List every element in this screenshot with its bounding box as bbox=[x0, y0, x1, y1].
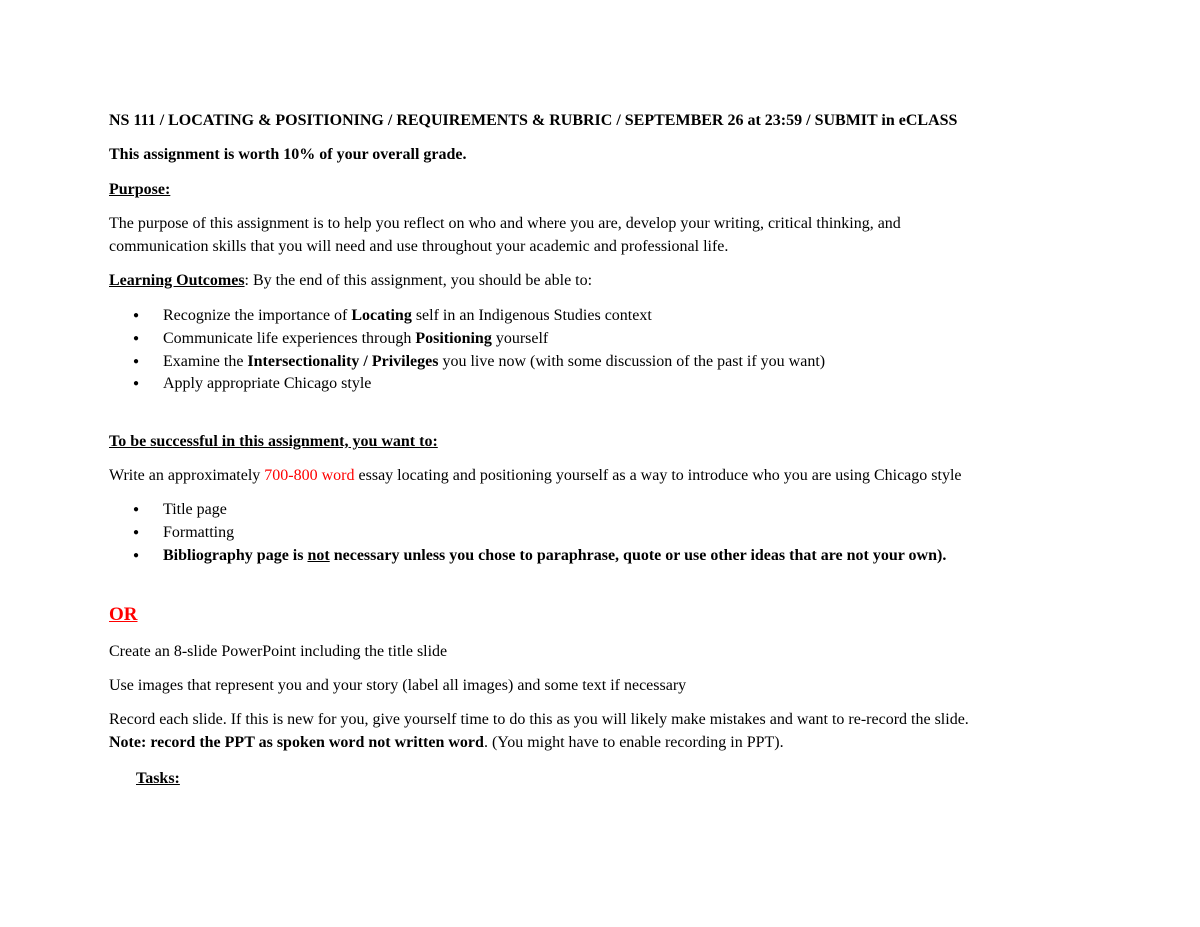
or-divider: OR bbox=[109, 604, 138, 625]
learning-outcomes-intro-text: : By the end of this assignment, you should be able to: bbox=[244, 272, 593, 289]
outcome-item: Communicate life experiences through Positioning yourself bbox=[163, 330, 549, 347]
document-title: NS 111 / LOCATING & POSITIONING / REQUIREMENTS & RUBRIC / SEPTEMBER 26 at 23:59 / SUBMIT in eCLASS bbox=[109, 112, 958, 129]
learning-outcomes-heading: Learning Outcomes bbox=[109, 272, 245, 289]
purpose-text-line-1: The purpose of this assignment is to help you reflect on who and where you are, develop your writing, critical thinking, and bbox=[109, 215, 901, 232]
essay-item: Title page bbox=[163, 501, 227, 518]
bullet-icon bbox=[133, 373, 143, 397]
bullet-icon bbox=[133, 305, 143, 329]
learning-outcomes-intro bbox=[109, 270, 592, 292]
bibliography-item: Bibliography page is not necessary unless you chose to paraphrase, quote or use other ideas that are not your own). bbox=[163, 547, 947, 564]
bullet-icon bbox=[133, 522, 143, 546]
bullet-icon bbox=[133, 545, 143, 569]
ppt-note: Note: record the PPT as spoken word not written word. (You might have to enable recording in PPT). bbox=[109, 734, 784, 751]
bullet-icon bbox=[133, 499, 143, 523]
success-heading: To be successful in this assignment, you want to: bbox=[109, 433, 438, 450]
ppt-instruction-3: Record each slide. If this is new for you, give yourself time to do this as you will likely make mistakes and want to re-record the slide. bbox=[109, 711, 969, 728]
purpose-text-line-2: communication skills that you will need and use throughout your academic and professional life. bbox=[109, 238, 729, 255]
bullet-icon bbox=[133, 351, 143, 375]
outcome-item: Recognize the importance of Locating self in an Indigenous Studies context bbox=[163, 307, 652, 324]
purpose-heading: Purpose: bbox=[109, 181, 171, 198]
outcome-item: Examine the Intersectionality / Privileges you live now (with some discussion of the past if you want) bbox=[163, 353, 826, 370]
tasks-heading: Tasks: bbox=[136, 770, 180, 787]
outcome-item: Apply appropriate Chicago style bbox=[163, 375, 372, 392]
ppt-instruction-2: Use images that represent you and your story (label all images) and some text if necessary bbox=[109, 677, 687, 694]
word-count-highlight: 700-800 word bbox=[264, 467, 355, 484]
ppt-instruction-1: Create an 8-slide PowerPoint including the title slide bbox=[109, 643, 448, 660]
bullet-icon bbox=[133, 328, 143, 352]
essay-instruction: Write an approximately 700-800 word essay locating and positioning yourself as a way to introduce who you are using Chicago style bbox=[109, 467, 962, 484]
essay-item: Formatting bbox=[163, 524, 235, 541]
grade-weight: This assignment is worth 10% of your overall grade. bbox=[109, 146, 467, 163]
